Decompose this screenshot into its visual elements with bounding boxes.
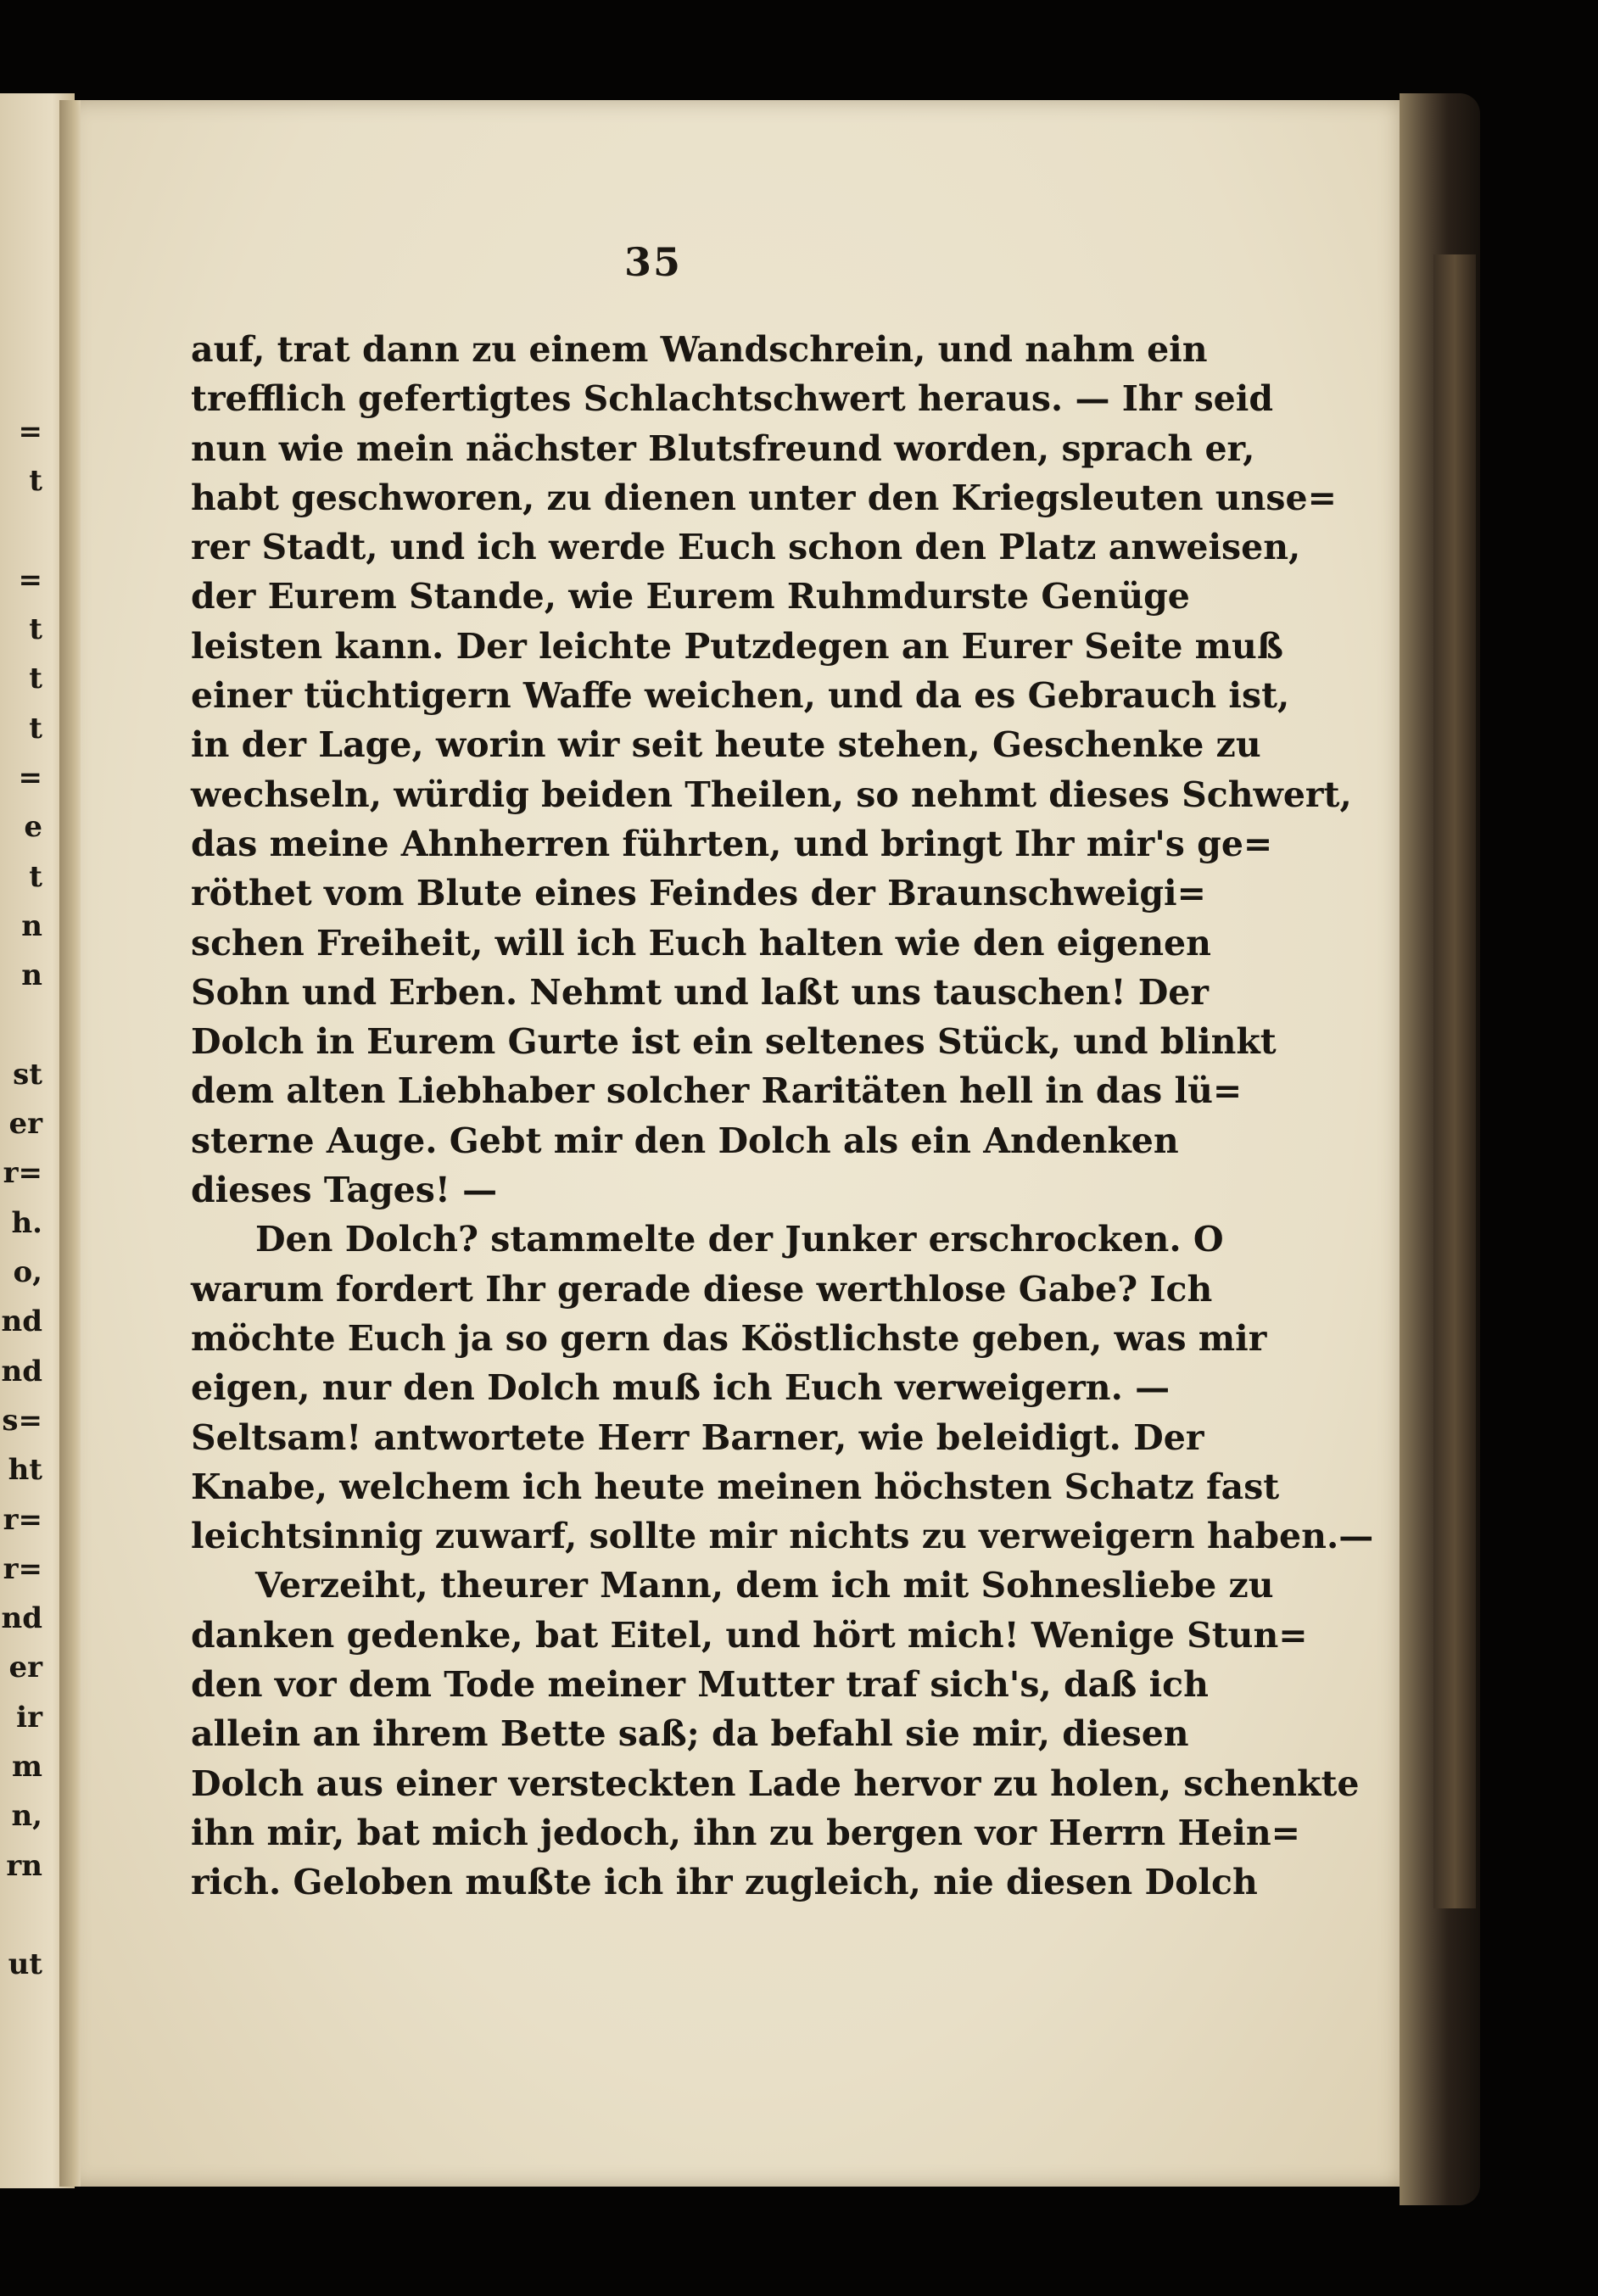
page-number: 35: [623, 239, 682, 285]
text-line: Knabe, welchem ich heute meinen höchsten Schatz fast: [191, 1466, 1280, 1507]
text-line: leisten kann. Der leichte Putzdegen an Eurer Seite muß: [191, 625, 1284, 667]
facing-page-fragment: t: [29, 662, 42, 696]
book-cover-binding: [1433, 254, 1476, 1908]
facing-page-fragment: =: [18, 562, 42, 597]
text-line: einer tüchtigern Waffe weichen, und da es Gebrauch ist,: [191, 675, 1290, 717]
text-line: rich. Geloben mußte ich ihr zugleich, nie diesen Dolch: [191, 1862, 1258, 1903]
text-line: das meine Ahnherren führten, und bringt Ihr mir's ge=: [191, 823, 1273, 864]
facing-page-fragment: [0, 1891, 59, 1940]
page-body-text: [191, 325, 1374, 1908]
facing-page-fragment: nd: [1, 1304, 42, 1339]
text-line: ihn mir, bat mich jedoch, ihn zu bergen vor Herrn Hein=: [191, 1812, 1301, 1853]
facing-page-fragment: t: [29, 711, 42, 746]
text-line: der Eurem Stande, wie Eurem Ruhmdurste Genüge: [191, 576, 1190, 617]
text-line: nun wie mein nächster Blutsfreund worden, sprach er,: [191, 427, 1255, 469]
text-line: Verzeiht, theurer Mann, dem ich mit Sohnesliebe zu: [255, 1565, 1274, 1606]
text-line: allein an ihrem Bette saß; da befahl sie mir, diesen: [191, 1713, 1189, 1755]
facing-page-fragment: n,: [11, 1799, 42, 1834]
text-line: Den Dolch? stammelte der Junker erschrocken. O: [255, 1219, 1224, 1260]
facing-page-fragment: o,: [13, 1255, 42, 1290]
facing-page-fragment: [0, 506, 59, 556]
facing-page-fragment: rn: [6, 1848, 42, 1883]
facing-page-fragment: m: [12, 1750, 42, 1785]
text-line: leichtsinnig zuwarf, sollte mir nichts zu verweigern haben.—: [191, 1516, 1374, 1557]
text-line: auf, trat dann zu einem Wandschrein, und nahm ein: [191, 329, 1208, 370]
facing-page-fragment: r=: [3, 1502, 42, 1537]
facing-page-fragment: n: [21, 908, 42, 943]
text-line: Dolch in Eurem Gurte ist ein seltenes Stück, und blinkt: [191, 1021, 1277, 1063]
text-line: sterne Auge. Gebt mir den Dolch als ein Andenken: [191, 1120, 1179, 1161]
text-line: warum fordert Ihr gerade diese werthlose Gabe? Ich: [191, 1268, 1213, 1310]
text-line: dem alten Liebhaber solcher Raritäten hell in das lü=: [191, 1070, 1243, 1112]
text-line: röthet vom Blute eines Feindes der Braunschweigi=: [191, 873, 1206, 914]
facing-page-fragment: n: [21, 958, 42, 993]
facing-page-fragment: [0, 1001, 59, 1050]
text-line: Seltsam! antwortete Herr Barner, wie beleidigt. Der: [191, 1416, 1204, 1458]
facing-page-fragment: =: [18, 761, 42, 796]
facing-page-fragment: ut: [8, 1947, 42, 1982]
text-line: wechseln, würdig beiden Theilen, so nehmt dieses Schwert,: [191, 774, 1352, 815]
text-line: habt geschworen, zu dienen unter den Kriegsleuten unse=: [191, 477, 1337, 518]
text-line: dieses Tages! —: [191, 1170, 498, 1211]
text-line: Sohn und Erben. Nehmt und laßt uns tauschen! Der: [191, 971, 1209, 1013]
text-line: den vor dem Tode meiner Mutter traf sich's, daß ich: [191, 1664, 1209, 1706]
facing-page-fragment: er: [8, 1107, 42, 1142]
facing-page-fragment: =: [18, 415, 42, 449]
text-line: Dolch aus einer versteckten Lade hervor zu holen, schenkte: [191, 1763, 1360, 1804]
facing-page-fragment: r=: [3, 1551, 42, 1586]
facing-page-fragment: er: [8, 1651, 42, 1685]
text-line: trefflich gefertigtes Schlachtschwert heraus. — Ihr seid: [191, 378, 1274, 420]
facing-page-fragment: s=: [2, 1403, 42, 1438]
text-line: danken gedenke, bat Eitel, und hört mich! Wenige Stun=: [191, 1614, 1308, 1656]
facing-page-fragment: t: [29, 612, 42, 647]
facing-page-fragment: r=: [3, 1156, 42, 1191]
facing-page-fragment: t: [29, 464, 42, 499]
facing-page-fragment: nd: [1, 1354, 42, 1388]
text-line: möchte Euch ja so gern das Köstlichste geben, was mir: [191, 1317, 1267, 1359]
facing-page-text-fragments: [0, 407, 59, 1990]
facing-page-fragment: st: [13, 1057, 42, 1092]
text-line: eigen, nur den Dolch muß ich Euch verweigern. —: [191, 1367, 1171, 1409]
facing-page-fragment: nd: [1, 1601, 42, 1636]
facing-page-fragment: h.: [11, 1205, 42, 1240]
text-line: rer Stadt, und ich werde Euch schon den Platz anweisen,: [191, 527, 1301, 568]
facing-page-fragment: ht: [8, 1453, 42, 1488]
facing-page-fragment: t: [29, 859, 42, 894]
facing-page-fragment: e: [24, 810, 42, 845]
text-line: schen Freiheit, will ich Euch halten wie den eigenen: [191, 922, 1211, 964]
facing-page-fragment: ir: [16, 1700, 42, 1735]
text-line: in der Lage, worin wir seit heute stehen, Geschenke zu: [191, 724, 1261, 766]
